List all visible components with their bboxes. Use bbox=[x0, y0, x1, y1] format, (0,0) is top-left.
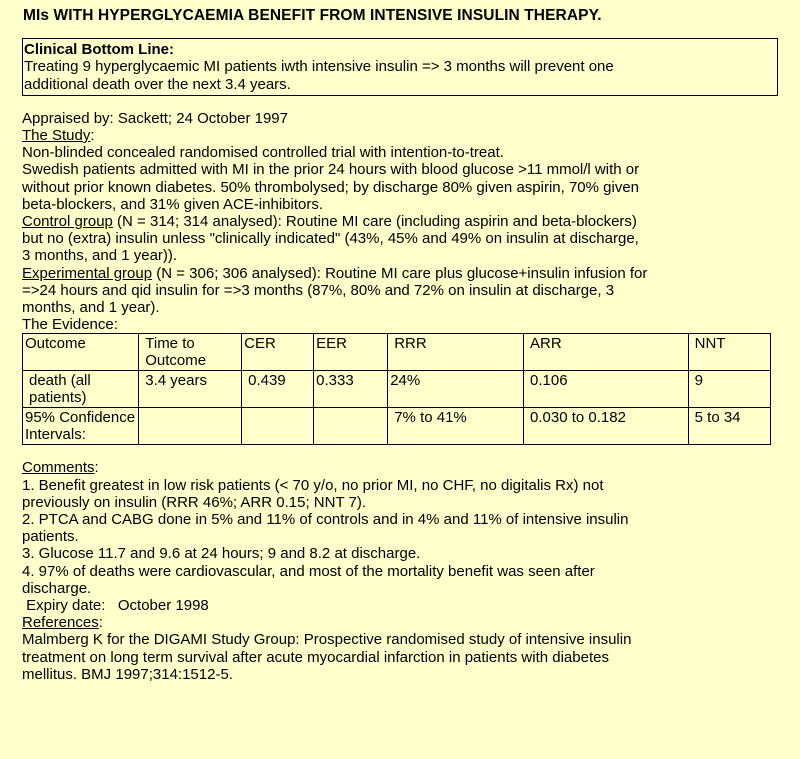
comment-text: previously on insulin (RRR 46%; ARR 0.15; NNT 7). bbox=[22, 493, 367, 511]
column-header: RRR bbox=[388, 334, 524, 371]
table-cell: 95% Confidence Intervals: bbox=[23, 408, 139, 445]
study-text: without prior known diabetes. 50% thrombolysed; by discharge 80% given aspirin, 70% given bbox=[22, 178, 640, 196]
comment-text: 2. PTCA and CABG done in 5% and 11% of controls and in 4% and 11% of intensive insulin bbox=[22, 511, 629, 529]
table-cell bbox=[139, 408, 242, 445]
expiry-date: Expiry date: October 1998 bbox=[22, 597, 209, 615]
column-header: ARR bbox=[524, 334, 689, 371]
reference-text: Malmberg K for the DIGAMI Study Group: Prospective randomised study of intensive insulin bbox=[22, 631, 632, 649]
column-header: NNT bbox=[688, 334, 770, 371]
table-header-row bbox=[23, 334, 771, 371]
table-cell: 9 bbox=[688, 371, 770, 408]
evidence-table bbox=[22, 333, 771, 445]
table-cell: 0.333 bbox=[314, 371, 388, 408]
references-heading: References: bbox=[22, 614, 103, 632]
study-heading: The Study: bbox=[22, 127, 95, 145]
study-text: beta-blockers, and 31% given ACE-inhibitors. bbox=[22, 195, 323, 213]
experimental-group-line bbox=[22, 265, 800, 282]
column-header: CER bbox=[242, 334, 314, 371]
comment-text: patients. bbox=[22, 528, 79, 546]
comment-text: discharge. bbox=[22, 579, 92, 597]
experimental-group-text: =>24 hours and qid insulin for =>3 months (87%, 80% and 72% on insulin at discharge, 3 bbox=[22, 281, 615, 299]
clinical-bottom-line-text: additional death over the next 3.4 years. bbox=[24, 75, 291, 93]
document-title: MIs WITH HYPERGLYCAEMIA BENEFIT FROM INTENSIVE INSULIN THERAPY. bbox=[23, 7, 602, 24]
experimental-group-text: (N = 306; 306 analysed): Routine MI care plus glucose+insulin infusion for bbox=[152, 264, 648, 282]
clinical-bottom-line-heading: Clinical Bottom Line: bbox=[24, 41, 174, 59]
comment-text: 3. Glucose 11.7 and 9.6 at 24 hours; 9 and 8.2 at discharge. bbox=[22, 545, 421, 563]
comments-heading: Comments: bbox=[22, 459, 99, 477]
evidence-heading: The Evidence: bbox=[22, 316, 118, 334]
comments-section bbox=[22, 459, 800, 683]
table-cell bbox=[242, 408, 314, 445]
study-text: Swedish patients admitted with MI in the prior 24 hours with blood glucose >11 mmol/l with or bbox=[22, 161, 640, 179]
clinical-bottom-line-box bbox=[22, 38, 778, 96]
comments-heading-text: Comments bbox=[22, 459, 95, 477]
control-group-line bbox=[22, 213, 800, 230]
table-cell: 7% to 41% bbox=[388, 408, 524, 445]
reference-text: treatment on long term survival after acute myocardial infarction in patients with diabetes bbox=[22, 648, 609, 666]
control-group-text: (N = 314; 314 analysed): Routine MI care (including aspirin and beta-blockers) bbox=[112, 213, 637, 231]
experimental-group-label: Experimental group bbox=[22, 264, 153, 282]
table-cell: 5 to 34 bbox=[688, 408, 770, 445]
study-section bbox=[22, 110, 800, 334]
table-cell: 24% bbox=[388, 371, 524, 408]
column-header: Outcome bbox=[23, 334, 139, 371]
experimental-group-text: months, and 1 year). bbox=[22, 299, 160, 317]
reference-text: mellitus. BMJ 1997;314:1512-5. bbox=[22, 665, 233, 683]
table-cell: 0.030 to 0.182 bbox=[524, 408, 689, 445]
table-cell bbox=[314, 408, 388, 445]
references-heading-text: References bbox=[22, 614, 99, 632]
table-row bbox=[23, 371, 771, 408]
appraised-by: Appraised by: Sackett; 24 October 1997 bbox=[22, 109, 288, 127]
table-cell: death (all patients) bbox=[23, 371, 139, 408]
comment-text: 4. 97% of deaths were cardiovascular, and most of the mortality benefit was seen after bbox=[22, 562, 595, 580]
control-group-text: but no (extra) insulin unless "clinically indicated" (43%, 45% and 49% on insulin at discharge, bbox=[22, 230, 639, 248]
comment-text: 1. Benefit greatest in low risk patients (< 70 y/o, no prior MI, no CHF, no digitalis Rx) not bbox=[22, 476, 604, 494]
table-row bbox=[23, 408, 771, 445]
study-heading-text: The Study bbox=[22, 127, 91, 145]
column-header: Time to Outcome bbox=[139, 334, 242, 371]
table-cell: 0.106 bbox=[524, 371, 689, 408]
column-header: EER bbox=[314, 334, 388, 371]
study-text: Non-blinded concealed randomised controlled trial with intention-to-treat. bbox=[22, 144, 504, 162]
clinical-bottom-line-text: Treating 9 hyperglycaemic MI patients iwth intensive insulin => 3 months will prevent one bbox=[24, 58, 614, 76]
control-group-text: 3 months, and 1 year)). bbox=[22, 247, 178, 265]
table-cell: 3.4 years bbox=[139, 371, 242, 408]
table-cell: 0.439 bbox=[242, 371, 314, 408]
control-group-label: Control group bbox=[22, 213, 113, 231]
